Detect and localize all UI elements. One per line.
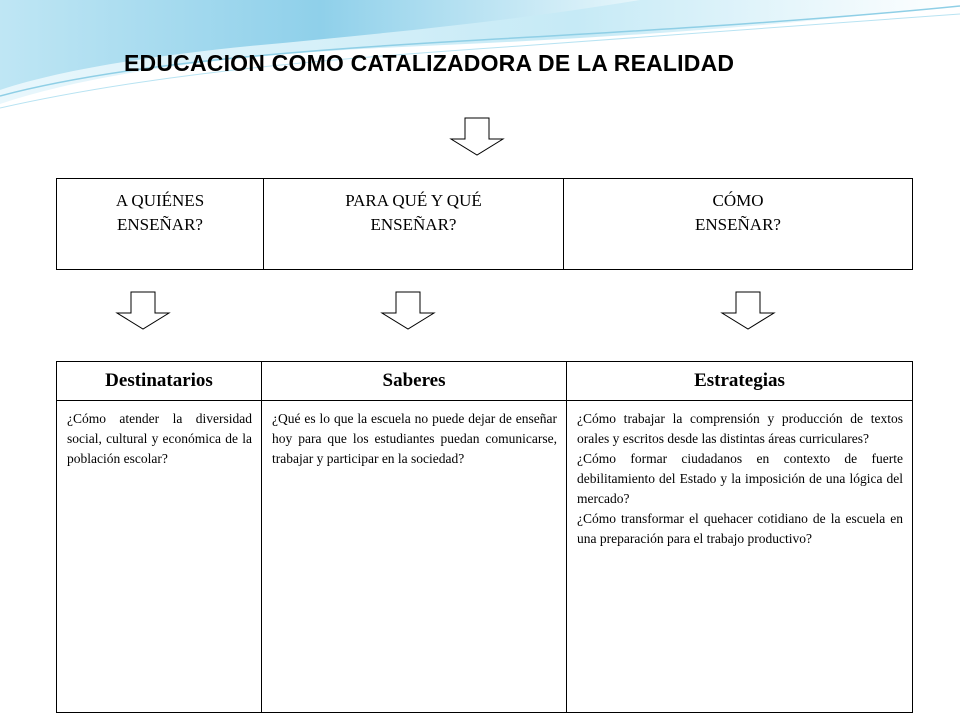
- estrategia-item: ¿Cómo trabajar la comprensión y producción de textos orales y escritos desde las distintas áreas curriculares?: [577, 411, 903, 446]
- question-line: PARA QUÉ Y QUÉ: [345, 191, 482, 210]
- header-destinatarios: Destinatarios: [57, 362, 262, 401]
- question-line: ENSEÑAR?: [117, 215, 203, 234]
- cell-destinatarios: [57, 401, 262, 713]
- question-cell-para-que: [264, 179, 564, 270]
- question-line: A QUIÉNES: [115, 191, 205, 210]
- cell-saberes: [262, 401, 567, 713]
- estrategia-item: ¿Cómo formar ciudadanos en contexto de fuerte debilitamiento del Estado y la imposición de una lógica del mercado?: [577, 451, 903, 506]
- header-estrategias: Estrategias: [567, 362, 913, 401]
- header-saberes: Saberes: [262, 362, 567, 401]
- destinatarios-text: ¿Cómo atender la diversidad social, cultural y económica de la población escolar?: [67, 411, 252, 466]
- saberes-text: ¿Qué es lo que la escuela no puede dejar de enseñar hoy para que los estudiantes puedan comunicarse, trabajar y participar en la sociedad?: [272, 411, 557, 466]
- down-arrow-icon: [449, 117, 505, 157]
- question-cell-como: [564, 179, 913, 270]
- down-arrow-icon: [380, 291, 436, 331]
- down-arrow-icon: [720, 291, 776, 331]
- down-arrow-icon: [115, 291, 171, 331]
- question-line: ENSEÑAR?: [695, 215, 781, 234]
- top-question-table: [56, 178, 913, 270]
- estrategia-item: ¿Cómo transformar el quehacer cotidiano de la escuela en una preparación para el trabajo productivo?: [577, 511, 903, 546]
- question-line: ENSEÑAR?: [370, 215, 457, 234]
- question-line: CÓMO: [712, 191, 764, 210]
- cell-estrategias: [567, 401, 913, 713]
- detail-table: [56, 361, 913, 713]
- page-title: EDUCACION COMO CATALIZADORA DE LA REALIDAD: [124, 50, 735, 76]
- question-cell-a-quienes: [57, 179, 264, 270]
